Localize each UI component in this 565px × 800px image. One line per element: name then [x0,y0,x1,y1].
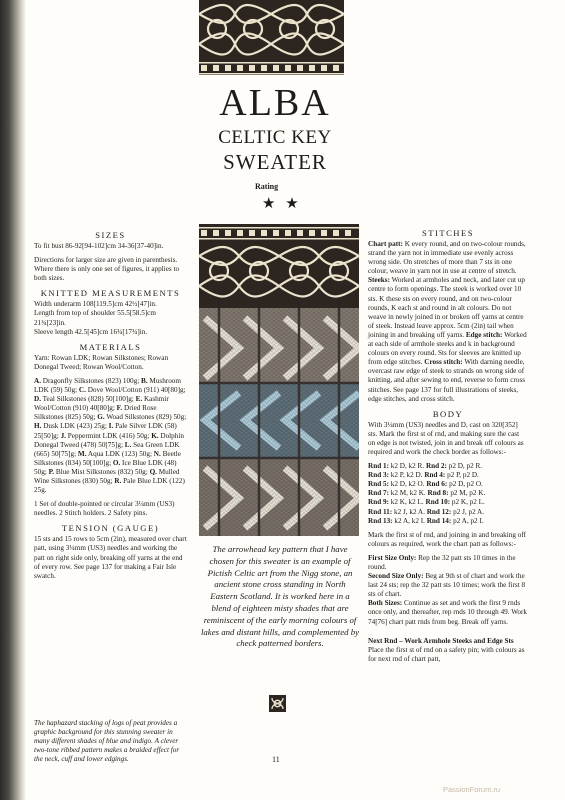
round-label: Rnd 8: [427,489,449,498]
size-desc: Rep the 32 patt sts 10 times in the round. [368,553,516,571]
tension-heading: TENSION (GAUGE) [61,523,160,534]
sweater-fairisle-photo [199,308,359,536]
armhole-heading: Next Rnd – Work Armhole Steeks and Edge Sts [368,636,514,645]
materials-heading: MATERIALS [79,341,142,352]
round-desc: k2 D, k2 O. [388,480,427,489]
yarn-key: N. [153,449,161,458]
yarn-desc: Dried Rose Silkstones (825) 50g; [34,404,157,422]
title-main: ALBA [219,82,331,124]
celtic-knot-band-middle [199,224,359,308]
round-desc: p2 P, p2 D. [445,471,479,480]
yarn-key: A. [34,376,41,385]
celtic-knot-band-top [199,0,344,75]
photo-caption: The arrowhead key pattern that I have chosen for this sweater is an example of Pictish Celtic art from the Nigg stone, an ancient stone cross standing in North Eastern Scotland. It is worked here in a blend of eighteen misty shades that are reminiscent of the early morning colours of lakes and distant hills, and complemented by check patterned borders. [200,544,360,649]
yarn-desc: Kashmir Wool/Cotton (910) 40[80]g; [34,395,169,413]
yarn-key: M. [77,449,87,458]
celtic-knot-icon [269,695,286,712]
stitch-term: Chart patt: [368,240,403,248]
yarn-key: E. [135,395,143,404]
yarn-key: H. [34,422,42,431]
stitch-term: Cross stitch: [424,358,463,367]
sizes-note: Directions for larger size are given in parenthesis. Where there is only one set of figures, it applies to both sizes. [34,256,180,283]
round-label: Rnd 6: [426,480,448,489]
chart-intro: Mark the first st of rnd, and joining in and breaking off colours as required, work the chart patt as follows:- [368,530,526,548]
stitch-desc: Worked at each side of armhole steeks and k in background colours on every round. Sts for sleeves are knitted up from edge stitches. [368,330,527,367]
left-column [34,230,187,586]
yarn-desc: Teal Silkstones (828) 50[100]g; [41,395,136,404]
round-desc: p2 M, p2 K. [448,489,486,498]
round-desc: p2 D, p2 R. [446,462,483,471]
knitted-fabric-image [199,308,359,536]
yarn-desc: Dolphin Donegal Tweed (478) 50[75]g; [34,431,184,449]
size-instructions [368,554,528,627]
title-line-1: CELTIC KEY [218,127,332,148]
armhole-text: Place the first st of rnd on a safety pin; with colours as for next rnd of chart patt, [368,645,525,663]
yarn-desc: Mulled Wine Silkstones (830) 50g; [34,467,180,485]
stitch-desc: Worked at armholes and neck, and later cut up centre to form openings. The steek is worked over 10 sts. K these sts on every round, and on two-colour rounds, K each st and round in alt colours. Do not weave in newly joined in or broken off yarns at centre of steek. Instead leave approx. 5cm (2in) tail when joining in and breaking off yarns. [368,276,525,339]
yarn-key: O. [112,458,121,467]
sizes-text: To fit bust 86-92[94-102]cm 34-36[37-40]in. [34,242,164,250]
round-desc: k2 D, k2 R. [388,462,426,471]
size-desc: Beg at 9th st of chart and work the last 24 sts; rep the 32 patt sts 10 times; work the first 8 sts of chart. [368,572,526,599]
rating-stars: ★ ★ [262,196,302,212]
celtic-knot-pattern [199,0,344,75]
size-label: First Size Only: [368,553,417,562]
size-label: Both Sizes: [368,599,403,608]
round-label: Rnd 14: [426,516,452,525]
size-desc: Continue as set and work the first 9 rnds once only, and thereafter, rep rnds 10 through 49. Work 74[76] chart patt rnds from beg. Break off yarns. [368,599,528,626]
stitch-desc: K every round, and on two-colour rounds, strand the yarn not in immediate use evenly across wrong side. On stretches of more than 7 sts in one colour, weave in yarn not in use at centre of stretch. [368,240,526,276]
yarn-desc: Beetle Silkstones (834) 50[100]g; [34,449,181,467]
round-label: Rnd 2: [425,462,447,471]
watermark: PassionForum.ru [443,785,501,794]
round-label: Rnd 4: [424,471,446,480]
round-desc: k2 A, k2 I. [392,516,427,525]
yarn-key: K. [151,431,159,440]
round-label: Rnd 9: [368,498,389,507]
yarn-desc: Peppermint LDK (416) 50g; [65,431,152,440]
rating-label: Rating [255,182,279,191]
left-caption: The haphazard stacking of logs of peat provides a graphic background for this stunning sweater in many different shades of blue and indigo. A clever two-tone ribbed pattern makes a braided effect for the neck, cuff and lower edgings. [34,719,180,763]
round-label: Rnd 7: [368,489,389,498]
yarn-desc: Dove Wool/Cotton (911) 40[80]g; [85,386,186,395]
stitches-text [368,240,528,404]
celtic-knot-pattern [199,224,359,308]
body-heading: BODY [432,408,464,419]
yarn-desc: Dusk LDK (423) 25g; [41,422,109,431]
yarn-desc: Dragonfly Silkstones (823) 100g; [41,376,142,385]
yarn-desc: Mushroom LDK (59) 50g; [34,376,181,395]
round-desc: k2 J, k2 A. [392,507,427,516]
round-label: Rnd 5: [368,480,389,489]
yarn-key: C. [78,386,86,395]
sizes-heading: SIZES [95,230,126,240]
yarn-key: F. [116,404,123,413]
round-label: Rnd 13: [368,516,393,525]
round-desc: k2 K, k2 L. [388,498,426,507]
yarn-key: B. [141,376,148,385]
yarn-key: J. [60,431,66,440]
materials-yarn: Yarn: Rowan LDK; Rowan Silkstones; Rowan Donegal Tweed; Rowan Wool/Cotton. [34,353,169,371]
yarn-key: Q. [149,467,157,476]
round-desc: p2 A, p2 I. [451,516,484,525]
book-spine-shadow [0,0,26,800]
yarn-key: R. [114,476,122,485]
stitch-term: Edge stitch: [465,330,503,339]
yarn-key: G. [97,413,105,422]
yarn-list [34,377,187,495]
yarn-key: L. [124,440,132,449]
yarn-key: P. [48,467,55,476]
yarn-desc: Pale Blue LDK (122) 25g. [34,476,185,495]
yarn-desc: Ice Blue LDK (48) 50g; [34,458,177,476]
stitch-term: Steeks: [368,276,390,285]
border-rounds [368,462,528,526]
round-label: Rnd 11: [368,507,393,516]
right-column [368,228,528,669]
yarn-desc: Sea Green LDK (665) 50[75]g; [34,440,180,458]
body-cast-on: With 3¼mm (US3) needles and D, cast on 320[352] sts. Mark the first st of rnd, and making sure the cast on edge is not twisted, join in and break off colours as required and work the check border as follows:- [368,420,524,456]
stitch-desc: With darning needle, overcast raw edge of steek to strands on wrong side of knitting, and after sewing to end, reverse to form cross stitches. See page 137 for full illustrations of steeks, edge stitches, and cross stitch. [368,358,526,403]
yarn-desc: Blue Mist Silkstones (832) 50g; [54,467,150,476]
tension-text: 15 sts and 15 rows to 5cm (2in), measured over chart patt, using 3¼mm (US3) needles and working the patt on right side only, breaking off yarns at the end of every row. See page 137 for making a Fair Isle swatch. [34,535,187,580]
knitted-heading: KNITTED MEASUREMENTS [40,288,181,299]
length-measurement: Length from top of shoulder 55.5[58.5]cm 21¾[23]in. [34,309,156,327]
round-desc: p2 D, p2 O. [447,480,483,489]
round-desc: p2 K, p2 L. [450,498,485,507]
yarn-desc: Pale Silver LDK (58) 25[50]g; [34,422,177,440]
sleeve-measurement: Sleeve length 42.5[45]cm 16¾[17¾]in. [34,327,148,336]
size-label: Second Size Only: [368,572,424,581]
round-desc: p2 J, p2 A. [451,507,485,516]
round-desc: k2 M, k2 K. [388,489,428,498]
yarn-desc: Aqua LDK (123) 50g; [86,449,154,458]
yarn-key: D. [34,395,41,404]
page-number: 11 [272,755,280,764]
stitches-heading: STITCHES [421,228,475,238]
round-label: Rnd 1: [368,462,389,471]
width-measurement: Width underarm 108[119.5]cm 42½[47]in. [34,300,157,309]
round-label: Rnd 3: [368,471,389,480]
round-desc: k2 P, k2 D. [388,471,425,480]
yarn-key: I. [108,422,114,431]
round-label: Rnd 12: [426,507,452,516]
pattern-title [180,84,370,174]
materials-needles: 1 Set of double-pointed or circular 3¼mm (US3) needles. 2 Stitch holders. 2 Safety pins. [34,500,175,518]
round-label: Rnd 10: [425,498,451,507]
yarn-desc: Woad Silkstones (829) 50g; [104,413,187,422]
title-line-2: SWEATER [223,150,327,174]
